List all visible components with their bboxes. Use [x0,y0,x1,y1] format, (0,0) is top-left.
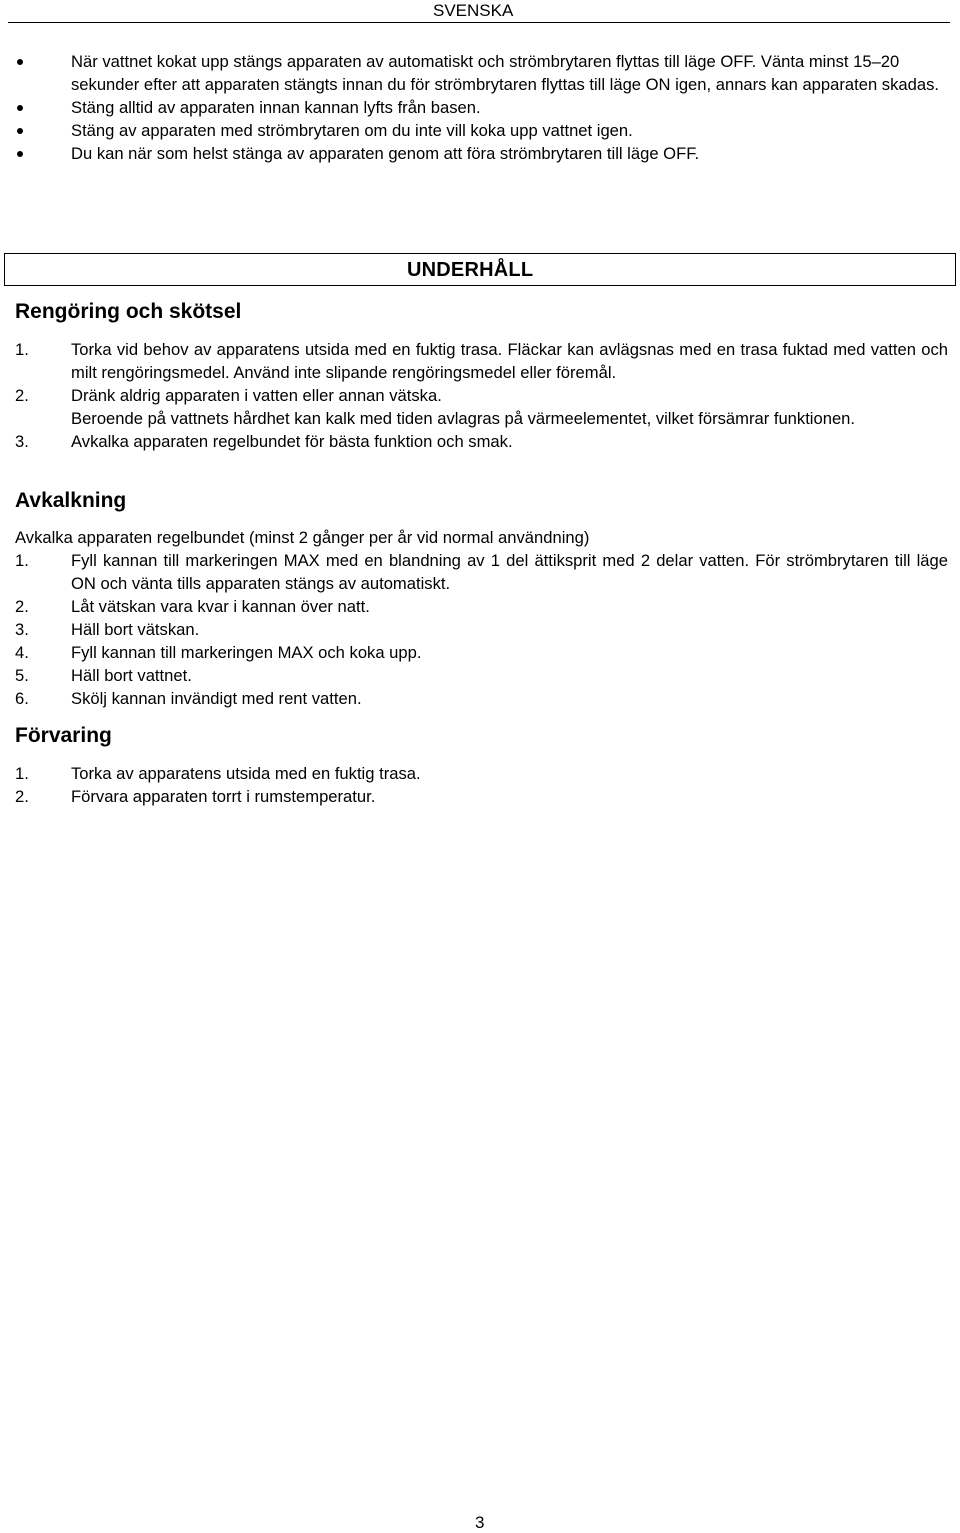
section-title: UNDERHÅLL [407,259,534,281]
descaling-intro: Avkalka apparaten regelbundet (minst 2 gånger per år vid normal användning) [15,528,590,547]
item-text: Torka vid behov av apparatens utsida med en fuktig trasa. Fläckar kan avlägsnas med en trasa fuktad med vatten och milt rengöringsmedel. Använd inte slipande rengöringsmedel eller föremål. [71,340,948,382]
list-item [0,785,960,808]
item-text: Häll bort vattnet. [71,666,192,685]
list-item [0,664,960,687]
item-text: Häll bort vätskan. [71,620,200,639]
bullet-icon [17,151,23,157]
item-number: 5. [15,666,29,685]
item-text: Förvara apparaten torrt i rumstemperatur. [71,787,376,806]
list-item [0,50,960,96]
bullet-text: Stäng alltid av apparaten innan kannan lyfts från basen. [71,98,481,117]
item-number: 1. [15,551,29,570]
item-text: Låt vätskan vara kvar i kannan över natt. [71,597,370,616]
bullet-text: När vattnet kokat upp stängs apparaten av automatiskt och strömbrytaren flyttas till läge OFF. Vänta minst 15–20 sekunder efter att apparaten stängts innan du för strömbrytaren flyttas till läge ON igen, annars kan apparaten skadas. [71,52,939,94]
bullet-text: Stäng av apparaten med strömbrytaren om du inte vill koka upp vattnet igen. [71,121,633,140]
bullet-icon [17,128,23,134]
item-number: 2. [15,597,29,616]
descaling-heading: Avkalkning [15,489,127,512]
bullet-text: Du kan när som helst stänga av apparaten genom att föra strömbrytaren till läge OFF. [71,144,700,163]
item-number: 3. [15,432,29,451]
descaling-list [0,549,960,710]
page-number: 3 [475,1513,485,1532]
item-text: Fyll kannan till markeringen MAX och koka upp. [71,643,422,662]
item-number: 3. [15,620,29,639]
list-item [0,687,960,710]
item-text: Dränk aldrig apparaten i vatten eller annan vätska. [71,386,442,405]
item-number: 1. [15,764,29,783]
item-text: Avkalka apparaten regelbundet för bästa funktion och smak. [71,432,513,451]
list-item [0,762,960,785]
item-text: Torka av apparatens utsida med en fuktig trasa. [71,764,421,783]
safety-bullet-list [0,50,960,165]
item-number: 2. [15,386,29,405]
list-item [0,96,960,119]
item-number: 1. [15,340,29,359]
storage-heading: Förvaring [15,724,112,747]
list-item [0,430,960,453]
item-text: Skölj kannan invändigt med rent vatten. [71,689,362,708]
item-number: 4. [15,643,29,662]
item-number: 6. [15,689,29,708]
storage-list [0,762,960,808]
header-divider [8,22,950,23]
list-item [0,338,960,384]
item-text: Beroende på vattnets hårdhet kan kalk med tiden avlagras på värmeelementet, vilket försämrar funktionen. [71,409,856,428]
item-number: 2. [15,787,29,806]
list-item [0,407,960,430]
list-item [0,142,960,165]
bullet-icon [17,105,23,111]
bullet-icon [17,59,23,65]
list-item [0,618,960,641]
list-item [0,384,960,407]
list-item [0,549,960,595]
header-language: SVENSKA [433,1,514,20]
list-item [0,641,960,664]
list-item [0,119,960,142]
item-text: Fyll kannan till markeringen MAX med en blandning av 1 del ättiksprit med 2 delar vatten. För strömbrytaren till läge ON och vänta tills apparaten stängs av automatiskt. [71,551,948,593]
cleaning-heading: Rengöring och skötsel [15,300,242,323]
list-item [0,595,960,618]
cleaning-list [0,338,960,453]
